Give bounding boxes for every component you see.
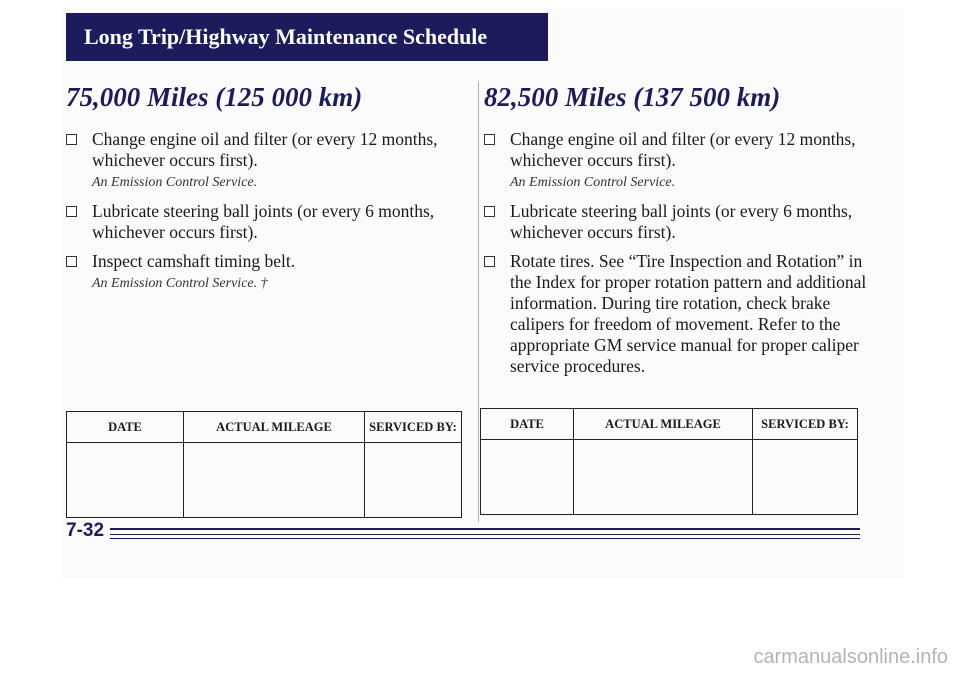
left-item-1-text: Change engine oil and filter (or every 12 months, whichever occurs first).	[92, 129, 438, 170]
serviced-by-cell[interactable]	[753, 440, 858, 515]
date-column-header: DATE	[481, 409, 574, 440]
left-column	[66, 82, 466, 302]
checkbox-icon	[484, 256, 495, 267]
footer-rule	[110, 528, 860, 530]
mileage-cell[interactable]	[184, 443, 365, 518]
date-cell[interactable]	[481, 440, 574, 515]
serviced-by-column-header: SERVICED BY:	[753, 409, 858, 440]
date-cell[interactable]	[67, 443, 184, 518]
serviced-by-column-header: SERVICED BY:	[365, 412, 462, 443]
left-item-3-note: An Emission Control Service. †	[92, 276, 268, 291]
footer-rule	[110, 534, 860, 535]
left-item-2	[66, 201, 466, 243]
left-item-1	[66, 129, 466, 171]
watermark: carmanualsonline.info	[753, 646, 948, 668]
footer-rule	[110, 538, 860, 539]
checkbox-icon	[484, 134, 495, 145]
column-divider	[478, 82, 479, 522]
mileage-column-header: ACTUAL MILEAGE	[574, 409, 753, 440]
date-column-header: DATE	[67, 412, 184, 443]
right-column	[484, 82, 884, 379]
checkbox-icon	[66, 206, 77, 217]
page-title: Long Trip/Highway Maintenance Schedule	[66, 13, 548, 61]
left-item-2-text: Lubricate steering ball joints (or every 6 months, whichever occurs first).	[92, 201, 435, 242]
mileage-column-header: ACTUAL MILEAGE	[184, 412, 365, 443]
left-item-3	[66, 251, 466, 272]
right-item-3	[484, 251, 884, 377]
right-item-1-text: Change engine oil and filter (or every 12 months, whichever occurs first).	[510, 129, 856, 170]
left-mileage-heading: 75,000 Miles (125 000 km)	[66, 82, 363, 112]
right-service-record-table	[480, 408, 858, 515]
mileage-cell[interactable]	[574, 440, 753, 515]
left-item-1-note: An Emission Control Service.	[92, 175, 258, 190]
checkbox-icon	[484, 206, 495, 217]
serviced-by-cell[interactable]	[365, 443, 462, 518]
right-mileage-heading: 82,500 Miles (137 500 km)	[484, 82, 781, 112]
right-item-2	[484, 201, 884, 243]
left-item-3-text: Inspect camshaft timing belt.	[92, 251, 296, 271]
checkbox-icon	[66, 134, 77, 145]
right-item-3-text: Rotate tires. See “Tire Inspection and Rotation” in the Index for proper rotation pattern and additional information. During tire rotation, check brake calipers for freedom of movement. Refer to the appropriate GM service manual for proper caliper service procedures.	[510, 251, 867, 376]
right-item-1	[484, 129, 884, 171]
page-number: 7-32	[66, 520, 105, 541]
checkbox-icon	[66, 256, 77, 267]
right-item-1-note: An Emission Control Service.	[510, 175, 676, 190]
right-item-2-text: Lubricate steering ball joints (or every 6 months, whichever occurs first).	[510, 201, 853, 242]
left-service-record-table	[66, 411, 462, 518]
